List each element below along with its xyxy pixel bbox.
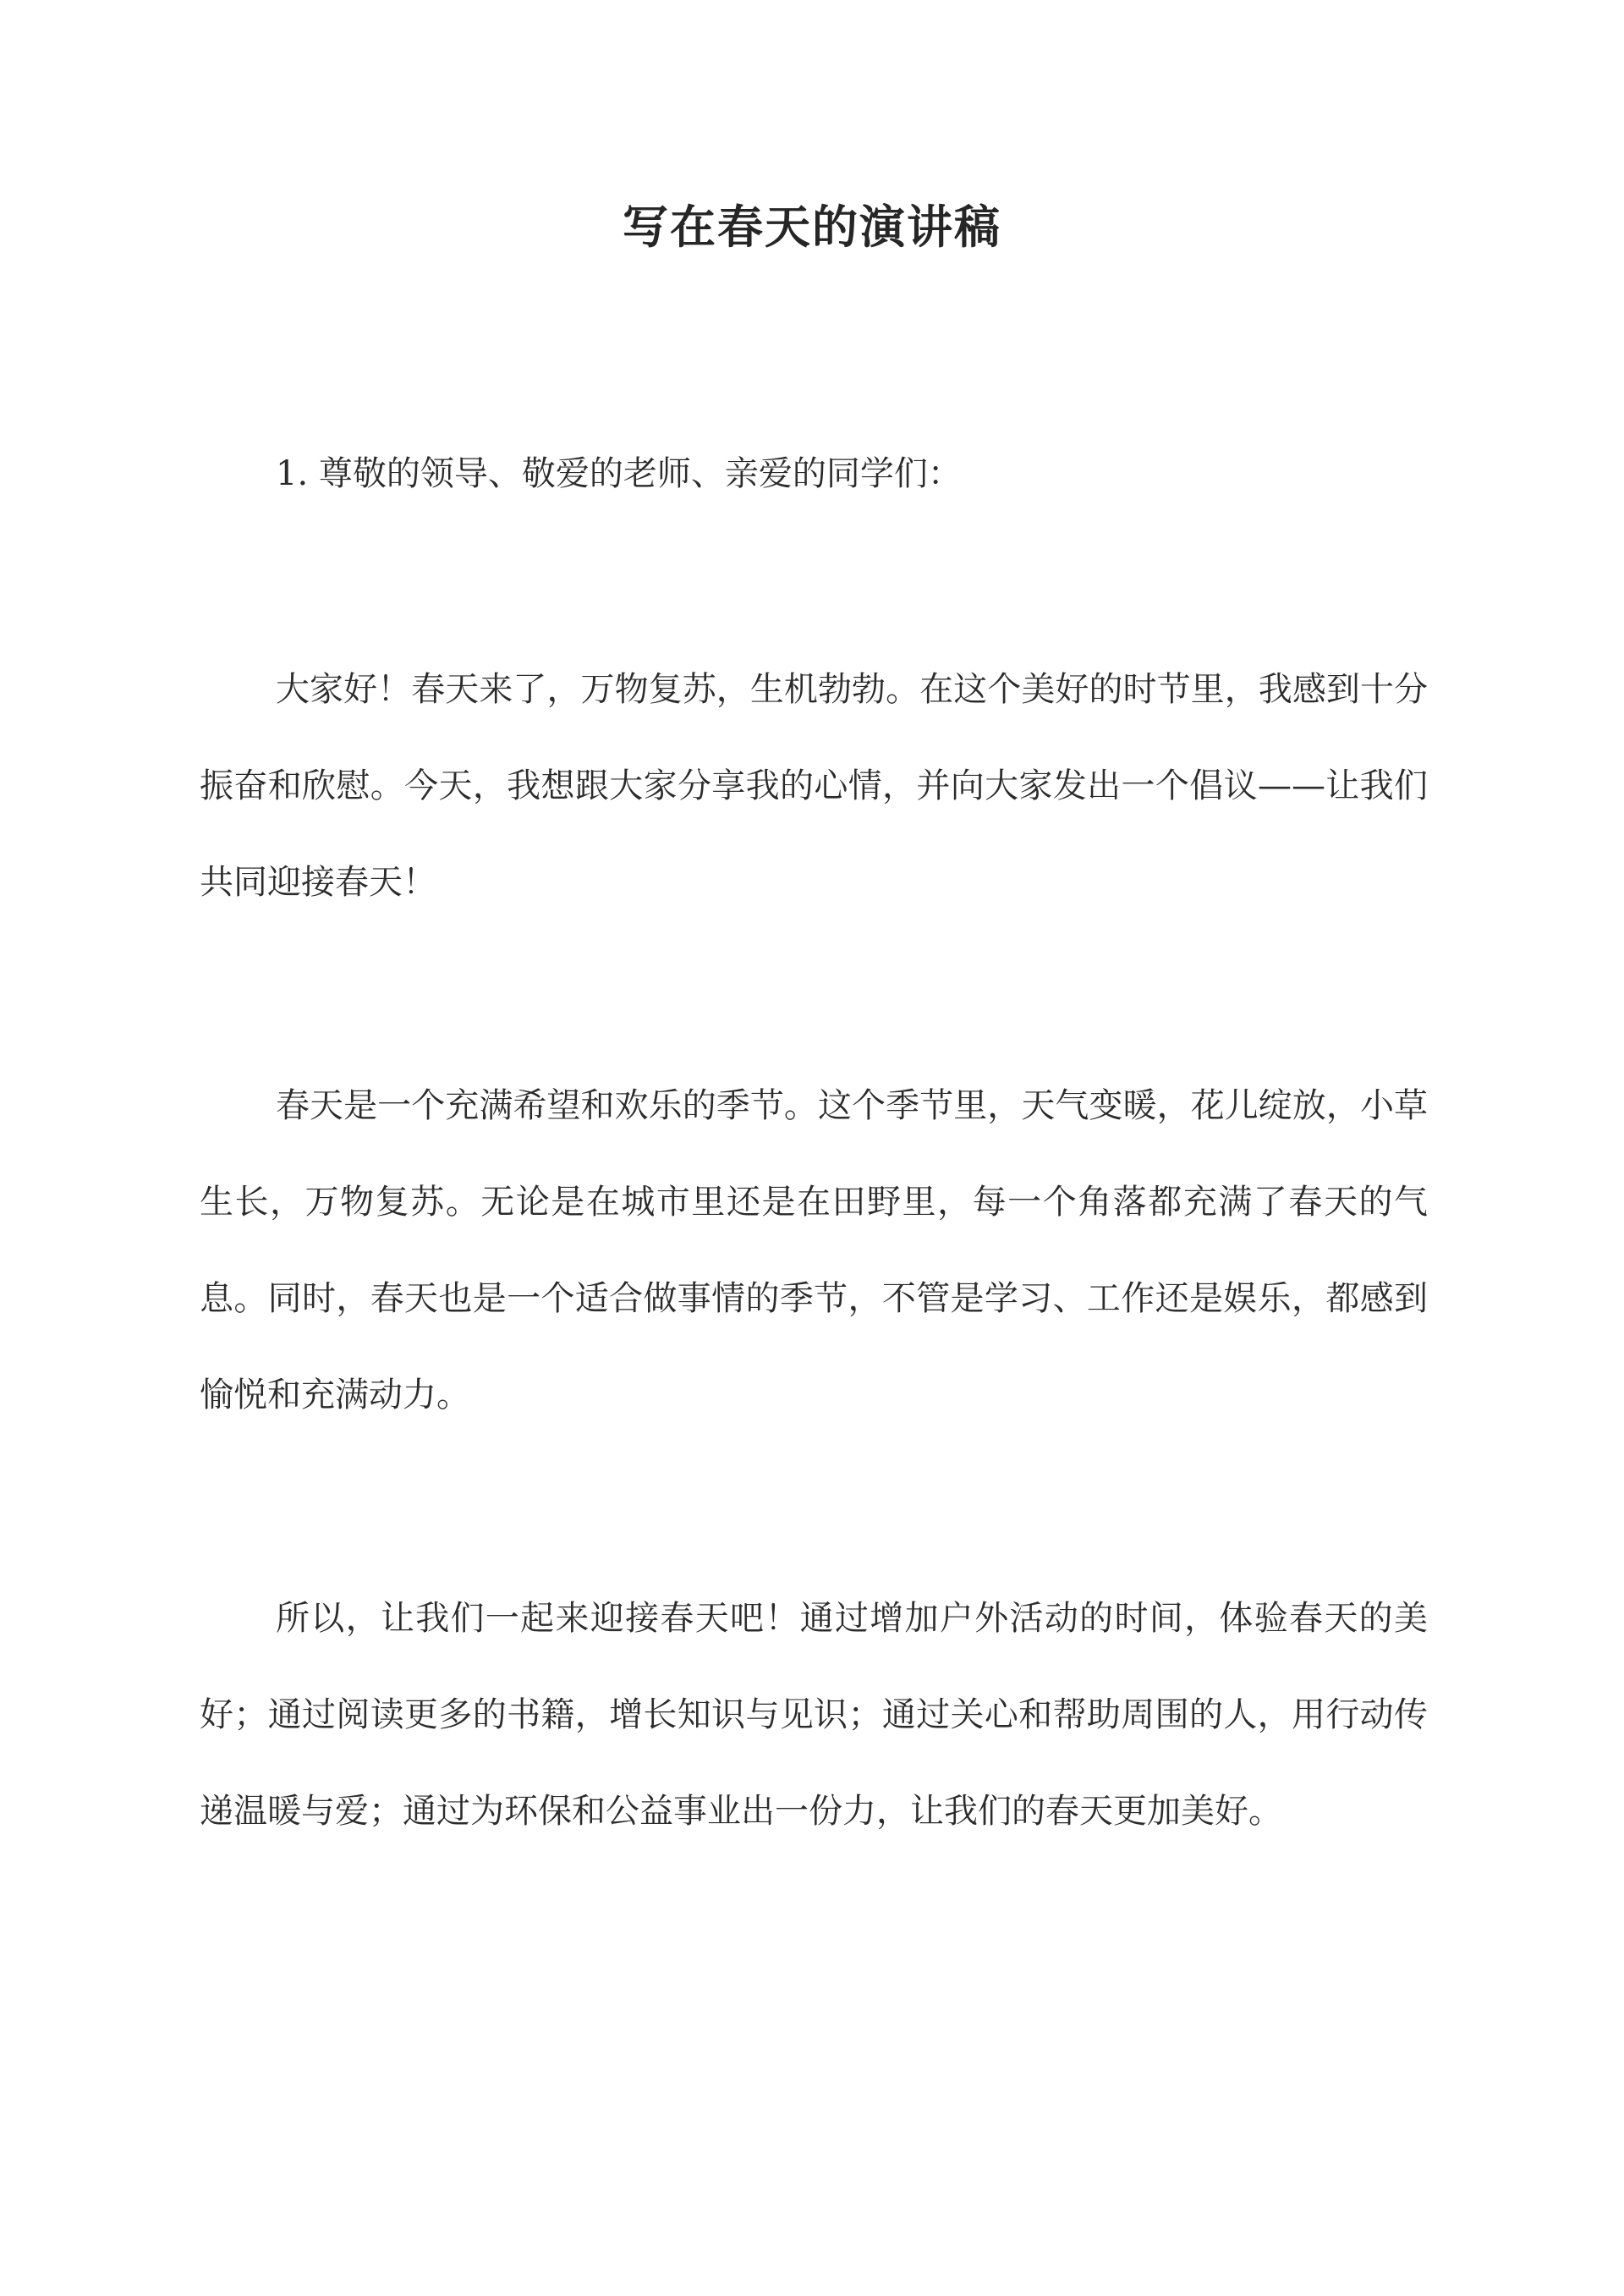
body-paragraph: 春天是一个充满希望和欢乐的季节。这个季节里，天气变暖，花儿绽放，小草生长，万物复苏。无论是在城市里还是在田野里，每一个角落都充满了春天的气息。同时，春天也是一个适合做事情的季节，不管是学习、工作还是娱乐，都感到愉悦和充满动力。 — [200, 1086, 1428, 1414]
salutation-line: 1. 尊敬的领导、敬爱的老师、亲爱的同学们： — [276, 454, 962, 493]
body-paragraph: 大家好！春天来了，万物复苏，生机勃勃。在这个美好的时节里，我感到十分振奋和欣慰。今天，我想跟大家分享我的心情，并向大家发出一个倡议——让我们共同迎接春天！ — [200, 670, 1428, 902]
document-title: 写在春天的演讲稿 — [623, 200, 1001, 254]
body-paragraph: 所以，让我们一起来迎接春天吧！通过增加户外活动的时间，体验春天的美好；通过阅读更多的书籍，增长知识与见识；通过关心和帮助周围的人，用行动传递温暖与爱；通过为环保和公益事业出一份力，让我们的春天更加美好。 — [200, 1599, 1428, 1831]
